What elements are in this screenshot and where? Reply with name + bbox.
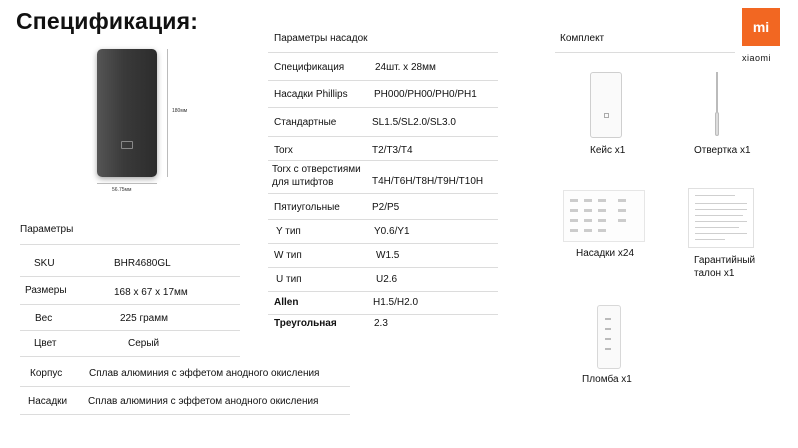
mi-emblem-icon [121,141,133,149]
width-dimension-label: 56.75мм [112,187,132,193]
divider [268,52,498,53]
divider [20,386,350,387]
bits-label-y: Y тип [276,226,301,237]
seal-image [597,305,621,369]
bits-value-y: Y0.6/Y1 [374,226,410,237]
param-value-body: Сплав алюминия с эффетом анодного окисления [89,368,320,379]
bits-label-standard: Стандартные [274,117,337,128]
divider [268,193,498,194]
divider [268,219,498,220]
bits-value-u: U2.6 [376,274,398,285]
bits-label-w: W тип [274,250,302,261]
param-value-size: 168 x 67 x 17мм [114,287,188,298]
bits-value-phillips: PH000/PH00/PH0/PH1 [374,89,477,100]
bits-value-torx-h: T4H/T6H/T8H/T9H/T10H [372,176,484,187]
bits-label-pentalobe: Пятиугольные [274,202,340,213]
bits-value-triangle: 2.3 [374,318,388,329]
bits-label-torx-h: Torx с отверстиями для штифтов [272,164,361,188]
divider [268,107,498,108]
warranty-card-image [688,188,754,248]
param-value-bits: Сплав алюминия с эффетом анодного окисления [88,396,319,407]
bits-label-u: U тип [276,274,302,285]
params-header: Параметры [20,224,74,235]
param-label-body: Корпус [30,368,63,379]
bits-value-standard: SL1.5/SL2.0/SL3.0 [372,117,456,128]
divider [20,356,240,357]
bits-label-spec: Спецификация [274,62,345,73]
screwdriver-image [715,72,719,136]
divider [268,314,498,315]
page-title: Спецификация: [16,8,199,34]
divider [268,243,498,244]
kit-item-warranty: Гарантийный талон x1 [694,255,756,279]
divider [268,267,498,268]
bits-label-torx: Torx [274,145,293,156]
bits-value-spec: 24шт. x 28мм [375,62,436,73]
kit-item-bits: Насадки x24 [576,248,635,259]
bits-value-w: W1.5 [376,250,400,261]
kit-item-screwdriver: Отвертка x1 [694,145,751,156]
case-image [590,72,622,138]
kit-header: Комплект [560,33,605,44]
bits-value-pentalobe: P2/P5 [372,202,400,213]
width-dimension-line [97,183,157,184]
bits-label-phillips: Насадки Phillips [274,89,348,100]
divider [20,330,240,331]
param-value-color: Серый [128,338,160,349]
divider [268,160,498,161]
param-label-weight: Вес [35,313,53,324]
xiaomi-logo: mi [742,8,780,46]
bits-label-triangle: Треугольная [274,318,337,329]
brand-name: xiaomi [742,53,772,63]
kit-item-seal: Пломба x1 [582,374,632,385]
divider [20,304,240,305]
divider [268,136,498,137]
divider [268,80,498,81]
divider [20,276,240,277]
param-label-color: Цвет [34,338,57,349]
param-label-sku: SKU [34,258,55,269]
param-value-weight: 225 грамм [120,313,168,324]
bits-value-torx: T2/T3/T4 [372,145,413,156]
bits-set-image [563,190,645,242]
screwdriver-case-image [97,49,157,177]
divider [555,52,735,53]
param-label-bits: Насадки [28,396,68,407]
bits-label-allen: Allen [274,297,299,308]
bits-value-allen: H1.5/H2.0 [373,297,419,308]
kit-item-case: Кейс x1 [590,145,626,156]
height-dimension-label: 180мм [172,108,188,114]
divider [268,291,498,292]
param-value-sku: BHR4680GL [114,258,171,269]
param-label-size: Размеры [25,285,67,296]
divider [20,244,240,245]
divider [20,414,350,415]
height-dimension-line [167,49,168,177]
bits-header: Параметры насадок [274,33,368,44]
